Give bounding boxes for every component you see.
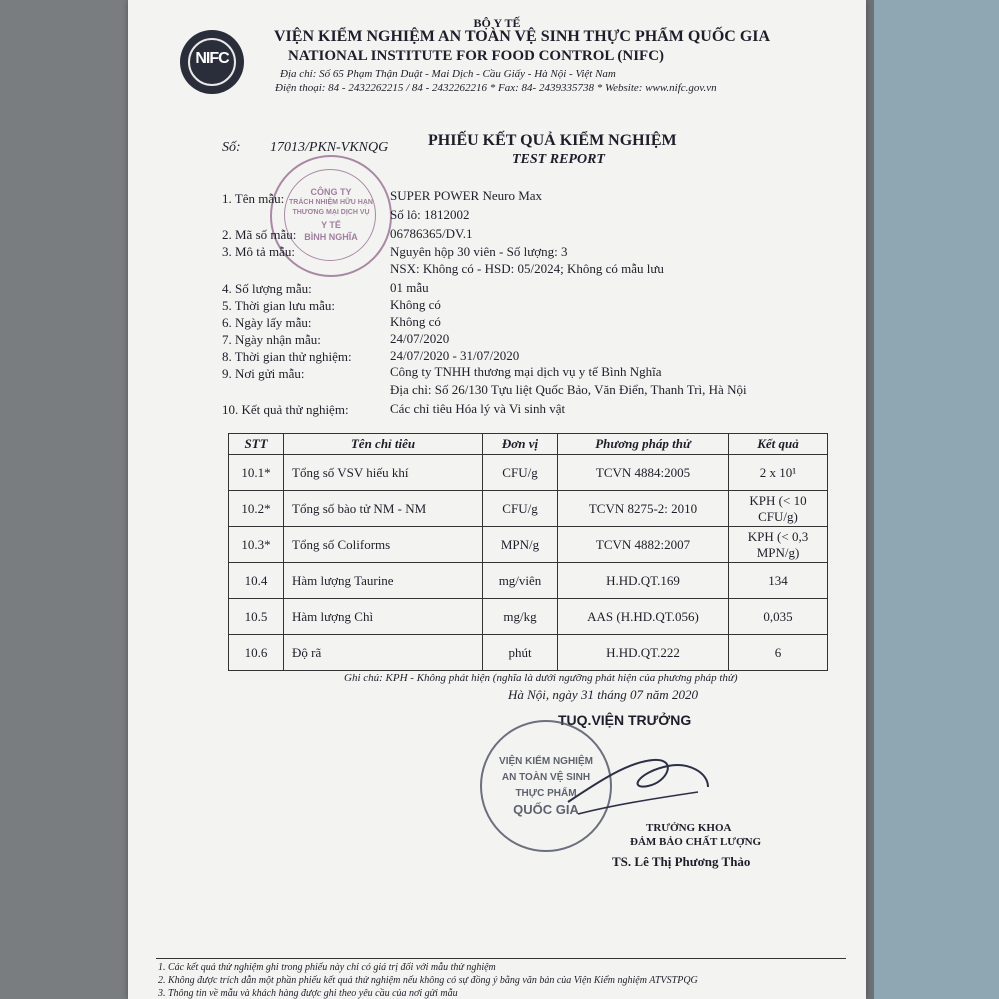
- table-header-row: [229, 434, 828, 455]
- cell-unit: mg/kg: [483, 599, 558, 635]
- cell-result: KPH (< 10 CFU/g): [729, 491, 828, 527]
- table-row: [229, 527, 828, 563]
- cell-stt: 10.1*: [229, 455, 284, 491]
- signer-name: TS. Lê Thị Phương Thảo: [612, 854, 751, 869]
- institute-name-en: NATIONAL INSTITUTE FOR FOOD CONTROL (NIFC): [288, 48, 665, 64]
- report-title-vn: PHIẾU KẾT QUẢ KIỂM NGHIỆM: [428, 132, 677, 149]
- cell-unit: CFU/g: [483, 491, 558, 527]
- header-method: Phương pháp thử: [558, 434, 729, 455]
- field-received-date-label: 7. Ngày nhận mẫu:: [222, 332, 321, 347]
- cell-result: 6: [729, 635, 828, 671]
- field-sample-name-label: 1. Tên mẫu:: [222, 191, 285, 206]
- institute-address: Địa chỉ: Số 65 Phạm Thận Duật - Mai Dịch - Cầu Giấy - Hà Nội - Việt Nam: [280, 68, 616, 80]
- field-sender-value: Công ty TNHH thương mại dịch vụ y tế Bình Nghĩa: [390, 364, 662, 379]
- test-report-document: [128, 0, 866, 999]
- cell-stt: 10.5: [229, 599, 284, 635]
- ministry-name: BỘ Y TẾ: [473, 16, 521, 30]
- field-results-value: Các chỉ tiêu Hóa lý và Vi sinh vật: [390, 401, 566, 416]
- date-line: Hà Nội, ngày 31 tháng 07 năm 2020: [508, 687, 698, 702]
- institute-stamp-line4: QUỐC GIA: [513, 802, 579, 817]
- cell-method: TCVN 8275-2: 2010: [558, 491, 729, 527]
- field-test-period-value: 24/07/2020 - 31/07/2020: [390, 348, 520, 363]
- cell-result: 0,035: [729, 599, 828, 635]
- field-quantity-label: 4. Số lượng mẫu:: [222, 281, 312, 296]
- cell-unit: phút: [483, 635, 558, 671]
- cell-method: H.HD.QT.222: [558, 635, 729, 671]
- header-unit: Đơn vị: [483, 434, 558, 455]
- table-row: [229, 563, 828, 599]
- field-sample-code-value: 06786365/DV.1: [390, 226, 473, 241]
- cell-method: TCVN 4882:2007: [558, 527, 729, 563]
- field-lot-number-value: Số lô: 1812002: [390, 207, 470, 222]
- cell-stt: 10.6: [229, 635, 284, 671]
- footer-note-2: 2. Không được trích dẫn một phần phiếu kết quả thử nghiệm nếu không có sự đồng ý bằng văn bản của Viện Kiểm nghiệm ATVSTPQG: [158, 975, 698, 986]
- note-text: Ghi chú: KPH - Không phát hiện (nghĩa là dưới ngưỡng phát hiện của phương pháp thử): [344, 672, 738, 684]
- cell-unit: CFU/g: [483, 455, 558, 491]
- cell-indicator: Tổng số Coliforms: [284, 527, 483, 563]
- cell-stt: 10.3*: [229, 527, 284, 563]
- field-storage-time-label: 5. Thời gian lưu mẫu:: [222, 298, 335, 313]
- cell-indicator: Hàm lượng Taurine: [284, 563, 483, 599]
- cell-stt: 10.4: [229, 563, 284, 599]
- signature-on-behalf: TUQ.VIỆN TRƯỞNG: [558, 712, 692, 728]
- field-description-value: Nguyên hộp 30 viên - Số lượng: 3: [390, 244, 568, 259]
- background-left: [0, 0, 130, 999]
- field-sender-label: 9. Nơi gửi mẫu:: [222, 366, 305, 381]
- background-right: [874, 0, 999, 999]
- cell-result: 134: [729, 563, 828, 599]
- cell-indicator: Hàm lượng Chì: [284, 599, 483, 635]
- cell-result: KPH (< 0,3 MPN/g): [729, 527, 828, 563]
- report-title-en: TEST REPORT: [512, 152, 605, 167]
- institute-name-vn: VIỆN KIỂM NGHIỆM AN TOÀN VỆ SINH THỰC PHẨM QUỐC GIA: [274, 28, 771, 45]
- logo-text: NIFC: [195, 50, 229, 67]
- header-stt: STT: [229, 434, 284, 455]
- table-row: [229, 491, 828, 527]
- institute-contact: Điện thoại: 84 - 2432262215 / 84 - 2432262216 * Fax: 84- 2439335738 * Website: www.nifc.gov.vn: [275, 82, 717, 94]
- field-received-date-value: 24/07/2020: [390, 331, 450, 346]
- table-row: [229, 599, 828, 635]
- handwritten-signature: [558, 742, 718, 832]
- field-test-period-label: 8. Thời gian thử nghiệm:: [222, 349, 352, 364]
- institute-stamp-line3: THỰC PHẨM: [515, 788, 577, 799]
- company-stamp-line2: TRÁCH NHIỆM HỮU HẠN: [289, 199, 373, 206]
- report-number: 17013/PKN-VKNQG: [270, 140, 389, 155]
- results-table: [228, 433, 828, 671]
- field-quantity-value: 01 mẫu: [390, 280, 429, 295]
- cell-indicator: Tổng số VSV hiếu khí: [284, 455, 483, 491]
- footer-note-1: 1. Các kết quả thử nghiệm ghi trong phiếu này chỉ có giá trị đối với mẫu thử nghiệm: [158, 962, 496, 973]
- signer-role-line1: TRƯỞNG KHOA: [646, 822, 732, 834]
- footer-note-3: 3. Thông tin về mẫu và khách hàng được ghi theo yêu cầu của nơi gửi mẫu: [158, 988, 458, 999]
- cell-unit: mg/viên: [483, 563, 558, 599]
- field-sampling-date-label: 6. Ngày lấy mẫu:: [222, 315, 312, 330]
- cell-result: 2 x 10¹: [729, 455, 828, 491]
- cell-method: AAS (H.HD.QT.056): [558, 599, 729, 635]
- field-sample-name-value: SUPER POWER Neuro Max: [390, 188, 543, 203]
- cell-indicator: Tổng số bào tử NM - NM: [284, 491, 483, 527]
- cell-indicator: Độ rã: [284, 635, 483, 671]
- cell-unit: MPN/g: [483, 527, 558, 563]
- institute-stamp-line2: AN TOÀN VỆ SINH: [501, 772, 591, 783]
- field-sender-address: Địa chỉ: Số 26/130 Tựu liệt Quốc Bảo, Văn Điển, Thanh Trì, Hà Nội: [390, 382, 747, 397]
- field-sample-code-label: 2. Mã số mẫu:: [222, 227, 297, 242]
- field-sampling-date-value: Không có: [390, 314, 441, 329]
- field-results-label: 10. Kết quả thử nghiệm:: [222, 402, 349, 417]
- field-description-value2: NSX: Không có - HSD: 05/2024; Không có mẫu lưu: [390, 261, 664, 276]
- cell-method: H.HD.QT.169: [558, 563, 729, 599]
- institute-stamp-line1: VIỆN KIỂM NGHIỆM: [499, 756, 593, 767]
- footer-divider: [156, 958, 846, 959]
- company-stamp-line5: BÌNH NGHĨA: [304, 232, 358, 242]
- company-stamp-line4: Y TẾ: [321, 220, 341, 230]
- nifc-logo: [180, 30, 244, 94]
- company-stamp-line1: CÔNG TY: [310, 187, 352, 197]
- field-description-label: 3. Mô tả mẫu:: [222, 244, 295, 259]
- company-stamp-line3: THƯƠNG MẠI DỊCH VỤ: [292, 209, 370, 216]
- cell-method: TCVN 4884:2005: [558, 455, 729, 491]
- table-row: [229, 455, 828, 491]
- field-storage-time-value: Không có: [390, 297, 441, 312]
- header-result: Kết quả: [729, 434, 828, 455]
- report-number-label: Số:: [222, 140, 241, 155]
- table-row: [229, 635, 828, 671]
- signer-role-line2: ĐẢM BẢO CHẤT LƯỢNG: [630, 836, 762, 848]
- header-indicator: Tên chỉ tiêu: [284, 434, 483, 455]
- cell-stt: 10.2*: [229, 491, 284, 527]
